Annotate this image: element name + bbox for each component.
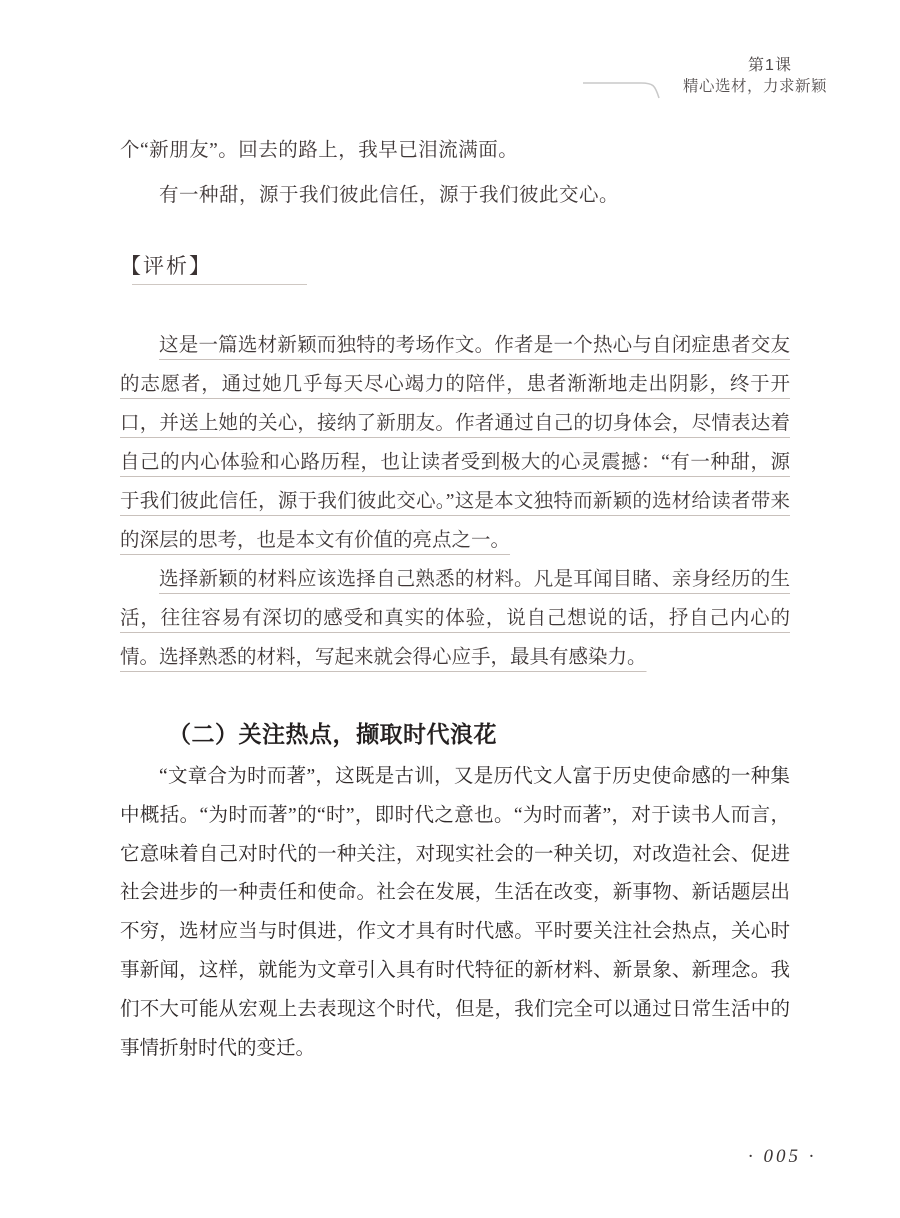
essay-line: 有一种甜，源于我们彼此信任，源于我们彼此交心。 — [159, 185, 620, 206]
review-section-label: 【评析】 — [120, 254, 212, 278]
lesson-number: 第1课 — [748, 57, 792, 74]
running-head — [583, 76, 827, 101]
review-label-rule — [132, 284, 307, 285]
section-body — [120, 758, 790, 1068]
section-heading: （二）关注热点，撷取时代浪花 — [168, 721, 497, 747]
review-commentary — [120, 326, 790, 677]
review-paragraph: 选择新颖的材料应该选择自己熟悉的材料。凡是耳闻目睹、亲身经历的生活，往往容易有深切的感受和真实的体验，说自己想说的话，抒自己内心的情。选择熟悉的材料，写起来就会得心应手，最具有感染力。 — [120, 569, 790, 668]
page-number: · 005 · — [748, 1146, 817, 1167]
essay-line: 个“新朋友”。回去的路上，我早已泪流满面。 — [120, 140, 519, 161]
essay-excerpt — [120, 128, 790, 218]
header-divider-line — [583, 79, 673, 101]
section-paragraph: “文章合为时而著”，这既是古训，又是历代文人富于历史使命感的一种集中概括。“为时而著”的“时”，即时代之意也。“为时而著”，对于读书人而言，它意味着自己对时代的一种关注，对现实社会的一种关切，对改造社会、促进社会进步的一种责任和使命。社会在发展，生活在改变，新事物、新话题层出不穷，选材应当与时俱进，作文才具有时代感。平时要关注社会热点，关心时事新闻，这样，就能为文章引入具有时代特征的新材料、新景象、新理念。我们不大可能从宏观上去表现这个时代，但是，我们完全可以通过日常生活中的事情折射时代的变迁。 — [120, 766, 790, 1059]
review-paragraph: 这是一篇选材新颖而独特的考场作文。作者是一个热心与自闭症患者交友的志愿者，通过她几乎每天尽心竭力的陪伴，患者渐渐地走出阴影，终于开口，并送上她的关心，接纳了新朋友。作者通过自己的切身体会，尽情表达着自己的内心体验和心路历程，也让读者受到极大的心灵震撼：“有一种甜，源于我们彼此信任，源于我们彼此交心。”这是本文独特而新颖的选材给读者带来的深层的思考，也是本文有价值的亮点之一。 — [120, 335, 790, 551]
lesson-title: 精心选材，力求新颖 — [683, 78, 828, 95]
